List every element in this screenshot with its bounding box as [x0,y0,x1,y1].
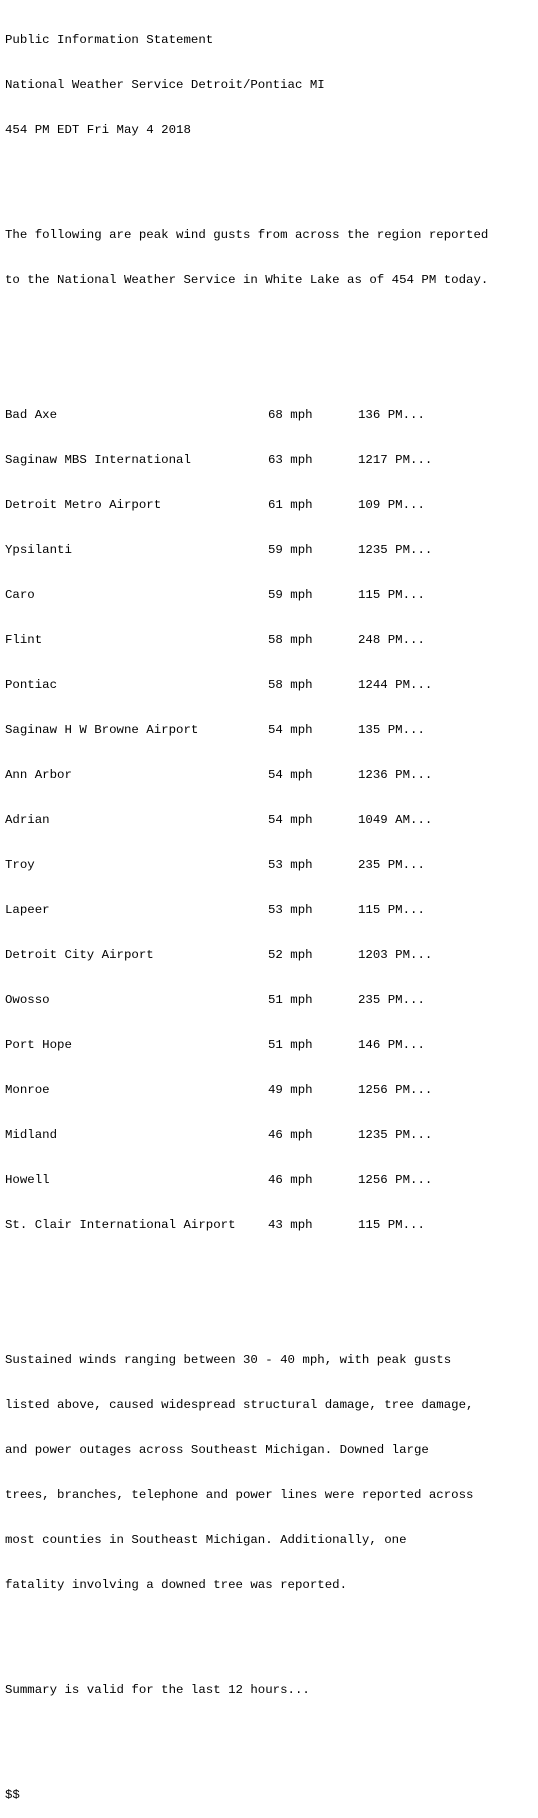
gust-location: Adrian [5,813,50,827]
gust-speed: 58 mph [268,678,313,692]
gust-speed: 68 mph [268,408,313,422]
issuing-office: National Weather Service Detroit/Pontiac MI [5,78,325,92]
gust-time: 1256 PM... [358,1083,433,1097]
gust-time: 1203 PM... [358,948,433,962]
gust-time: 235 PM... [358,993,425,1007]
table-row [5,768,533,783]
table-row [5,813,533,828]
blank-line [5,1623,533,1638]
gust-time: 1256 PM... [358,1173,433,1187]
gust-location: Ypsilanti [5,543,72,557]
gust-location: Owosso [5,993,50,1007]
gust-speed: 54 mph [268,813,313,827]
gust-location: Troy [5,858,35,872]
gust-time: 109 PM... [358,498,425,512]
gust-time: 135 PM... [358,723,425,737]
gust-time: 248 PM... [358,633,425,647]
table-row [5,453,533,468]
summary-line: listed above, caused widespread structural damage, tree damage, [5,1398,474,1412]
gust-time: 115 PM... [358,1218,425,1232]
statement-title: Public Information Statement [5,33,214,47]
intro-line: to the National Weather Service in White Lake as of 454 PM today. [5,273,489,287]
gust-location: St. Clair International Airport [5,1218,236,1232]
summary-line: most counties in Southeast Michigan. Additionally, one [5,1533,407,1547]
table-row [5,723,533,738]
table-row [5,1083,533,1098]
gust-location: Monroe [5,1083,50,1097]
gust-location: Midland [5,1128,58,1142]
gust-location: Saginaw H W Browne Airport [5,723,199,737]
statement-document [5,3,533,1818]
blank-line [5,1728,533,1743]
gust-location: Detroit City Airport [5,948,154,962]
summary-line: trees, branches, telephone and power lines were reported across [5,1488,474,1502]
summary-line: Sustained winds ranging between 30 - 40 mph, with peak gusts [5,1353,452,1367]
blank-line [5,168,533,183]
gust-speed: 46 mph [268,1128,313,1142]
table-row [5,1218,533,1233]
gust-time: 1049 AM... [358,813,433,827]
gust-time: 146 PM... [358,1038,425,1052]
gust-location: Port Hope [5,1038,72,1052]
gust-time: 115 PM... [358,588,425,602]
gust-location: Bad Axe [5,408,58,422]
gust-time: 1236 PM... [358,768,433,782]
gust-location: Detroit Metro Airport [5,498,162,512]
gust-speed: 53 mph [268,858,313,872]
gust-speed: 51 mph [268,993,313,1007]
summary-line: and power outages across Southeast Michigan. Downed large [5,1443,429,1457]
table-row [5,498,533,513]
gust-speed: 46 mph [268,1173,313,1187]
gust-location: Howell [5,1173,50,1187]
gust-time: 1235 PM... [358,1128,433,1142]
gust-time: 115 PM... [358,903,425,917]
intro-line: The following are peak wind gusts from across the region reported [5,228,489,242]
gust-location: Flint [5,633,43,647]
wind-gust-table [5,378,533,1263]
table-row [5,948,533,963]
table-row [5,543,533,558]
table-row [5,903,533,918]
summary-line: fatality involving a downed tree was reported. [5,1578,348,1592]
table-row [5,1173,533,1188]
gust-speed: 61 mph [268,498,313,512]
table-row [5,993,533,1008]
gust-speed: 54 mph [268,768,313,782]
issue-time: 454 PM EDT Fri May 4 2018 [5,123,191,137]
gust-time: 1244 PM... [358,678,433,692]
product-terminator: $$ [5,1788,20,1802]
validity-note: Summary is valid for the last 12 hours... [5,1683,310,1697]
table-row [5,678,533,693]
gust-speed: 54 mph [268,723,313,737]
gust-speed: 58 mph [268,633,313,647]
table-row [5,1038,533,1053]
blank-line [5,318,533,333]
gust-speed: 59 mph [268,588,313,602]
gust-time: 136 PM... [358,408,425,422]
gust-speed: 43 mph [268,1218,313,1232]
gust-speed: 53 mph [268,903,313,917]
gust-location: Lapeer [5,903,50,917]
gust-time: 1217 PM... [358,453,433,467]
gust-location: Caro [5,588,35,602]
gust-location: Saginaw MBS International [5,453,191,467]
gust-speed: 63 mph [268,453,313,467]
blank-line [5,1293,533,1308]
table-row [5,1128,533,1143]
table-row [5,408,533,423]
gust-speed: 59 mph [268,543,313,557]
table-row [5,633,533,648]
table-row [5,858,533,873]
gust-speed: 52 mph [268,948,313,962]
gust-location: Ann Arbor [5,768,72,782]
gust-time: 1235 PM... [358,543,433,557]
gust-location: Pontiac [5,678,58,692]
gust-time: 235 PM... [358,858,425,872]
gust-speed: 49 mph [268,1083,313,1097]
gust-speed: 51 mph [268,1038,313,1052]
table-row [5,588,533,603]
